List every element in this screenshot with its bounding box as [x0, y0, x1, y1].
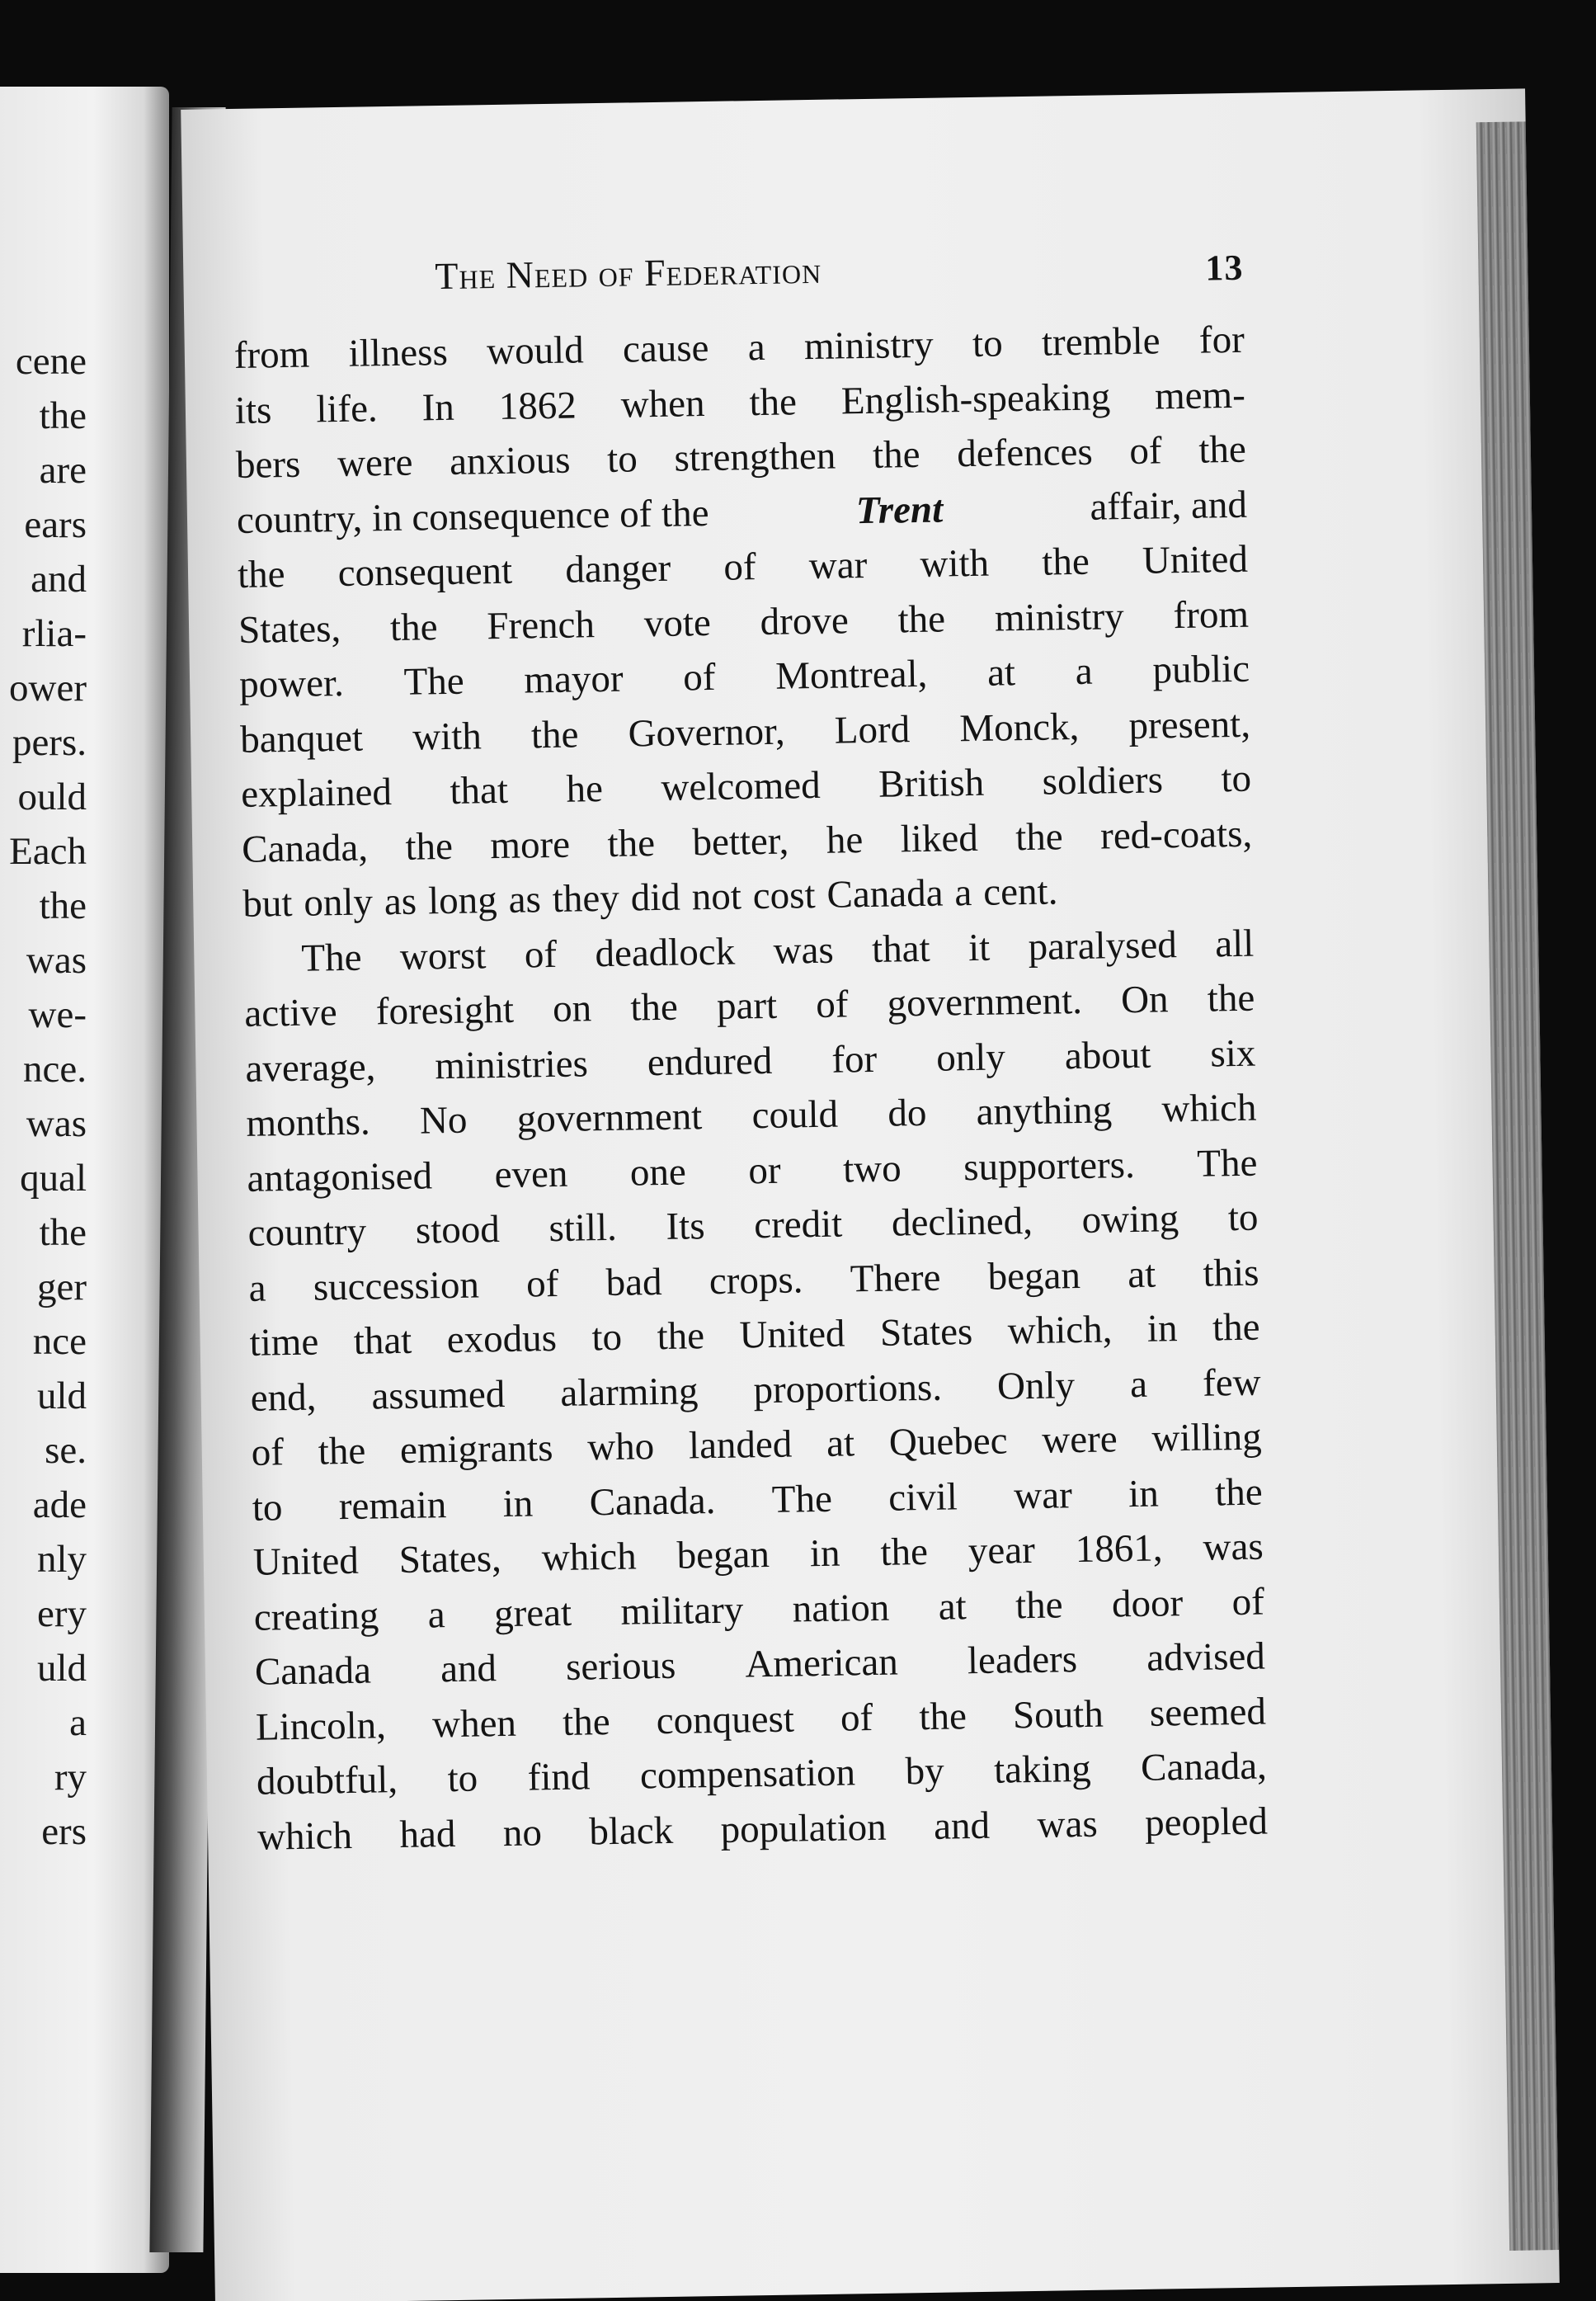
left-line-fragment: the — [39, 884, 87, 927]
left-line-fragment: ade — [32, 1483, 87, 1526]
text-line: of the emigrants who landed at Quebec were willing — [251, 1415, 1263, 1474]
text-line: bers were anxious to strengthen the defences of the — [235, 427, 1247, 487]
text-line: months. No government could do anything which — [246, 1086, 1257, 1145]
left-line-fragment: ers — [41, 1810, 87, 1853]
text-line: time that exodus to the United States which, in the — [249, 1305, 1260, 1365]
body-text — [233, 313, 1268, 1865]
text-line: which had no black population and was peopled — [257, 1799, 1269, 1859]
text-line: antagonised even one or two supporters. The — [247, 1141, 1258, 1200]
text-line: doubtful, to find compensation by taking Canada, — [256, 1744, 1268, 1804]
text-line: to remain in Canada. The civil war in the — [252, 1470, 1263, 1530]
text-line: active foresight on the part of government. On the — [244, 976, 1255, 1035]
text-line: country stood still. Its credit declined, owing to — [247, 1195, 1259, 1255]
text-segment: affair, and — [1090, 483, 1248, 529]
text-line: power. The mayor of Montreal, at a public — [238, 647, 1250, 706]
left-line-fragment: we- — [28, 993, 87, 1036]
left-line-fragment: was — [26, 1102, 87, 1145]
text-segment: country, in consequence of the — [236, 491, 709, 542]
left-line-fragment: qual — [20, 1157, 87, 1200]
left-line-fragment: was — [26, 939, 87, 982]
left-line-fragment: ry — [54, 1756, 87, 1799]
text-line: banquet with the Governor, Lord Monck, present, — [239, 702, 1251, 761]
text-line: The worst of deadlock was that it paralysed all — [300, 922, 1255, 980]
paragraph — [243, 916, 1269, 1865]
left-line-fragment: ears — [24, 503, 87, 546]
text-line: its life. In 1862 when the English-speaking mem- — [234, 373, 1246, 432]
text-line: creating a great military nation at the door of — [253, 1580, 1265, 1639]
left-line-fragment: ower — [9, 667, 87, 710]
left-line-fragment: the — [39, 394, 87, 437]
running-title: The Need of Federation — [435, 248, 822, 298]
page-number: 13 — [1204, 247, 1244, 289]
page-content — [233, 242, 1268, 1865]
left-line-fragment: nce. — [23, 1048, 87, 1091]
left-line-fragment: nce — [32, 1320, 87, 1363]
text-line: from illness would cause a ministry to tremble for — [233, 318, 1245, 377]
text-line: Canada and serious American leaders advised — [254, 1634, 1266, 1694]
left-line-fragment: uld — [36, 1647, 87, 1690]
text-line: States, the French vote drove the ministry from — [238, 592, 1250, 652]
left-line-fragment: nly — [36, 1538, 87, 1581]
left-line-fragment: pers. — [12, 721, 87, 764]
left-line-fragment: a — [69, 1701, 87, 1744]
left-line-fragment: Each — [9, 830, 87, 873]
text-line: average, ministries endured for only about six — [245, 1031, 1256, 1091]
page-edge-texture — [1476, 121, 1560, 2251]
italic-title: Trent — [855, 488, 944, 532]
left-line-fragment: se. — [45, 1429, 87, 1472]
text-line: a succession of bad crops. There began at this — [248, 1251, 1259, 1310]
left-line-fragment: are — [39, 449, 87, 492]
left-line-fragment: ger — [36, 1266, 87, 1308]
left-line-fragment: ery — [36, 1592, 87, 1635]
running-head — [233, 242, 1244, 315]
left-line-fragment: uld — [36, 1374, 87, 1417]
text-line: Canada, the more the better, he liked the red-coats, — [241, 812, 1253, 871]
left-facing-page — [0, 87, 169, 2273]
left-page-text-fragments — [9, 334, 87, 1859]
text-line: Lincoln, when the conquest of the South seemed — [255, 1690, 1267, 1749]
left-line-fragment: cene — [15, 340, 87, 383]
right-page — [181, 88, 1560, 2301]
text-line: but only as long as they did not cost Canada a cent. — [242, 870, 1058, 926]
paragraph — [233, 313, 1253, 932]
left-line-fragment: ould — [17, 776, 87, 818]
text-line: United States, which began in the year 1861, was — [252, 1525, 1264, 1584]
text-line: explained that he welcomed British soldiers to — [240, 757, 1252, 816]
text-line: the consequent danger of war with the United — [237, 537, 1249, 596]
left-line-fragment: rlia- — [21, 612, 87, 655]
left-line-fragment: the — [39, 1211, 87, 1254]
text-line: end, assumed alarming proportions. Only a few — [250, 1360, 1261, 1420]
left-line-fragment: and — [31, 558, 87, 601]
